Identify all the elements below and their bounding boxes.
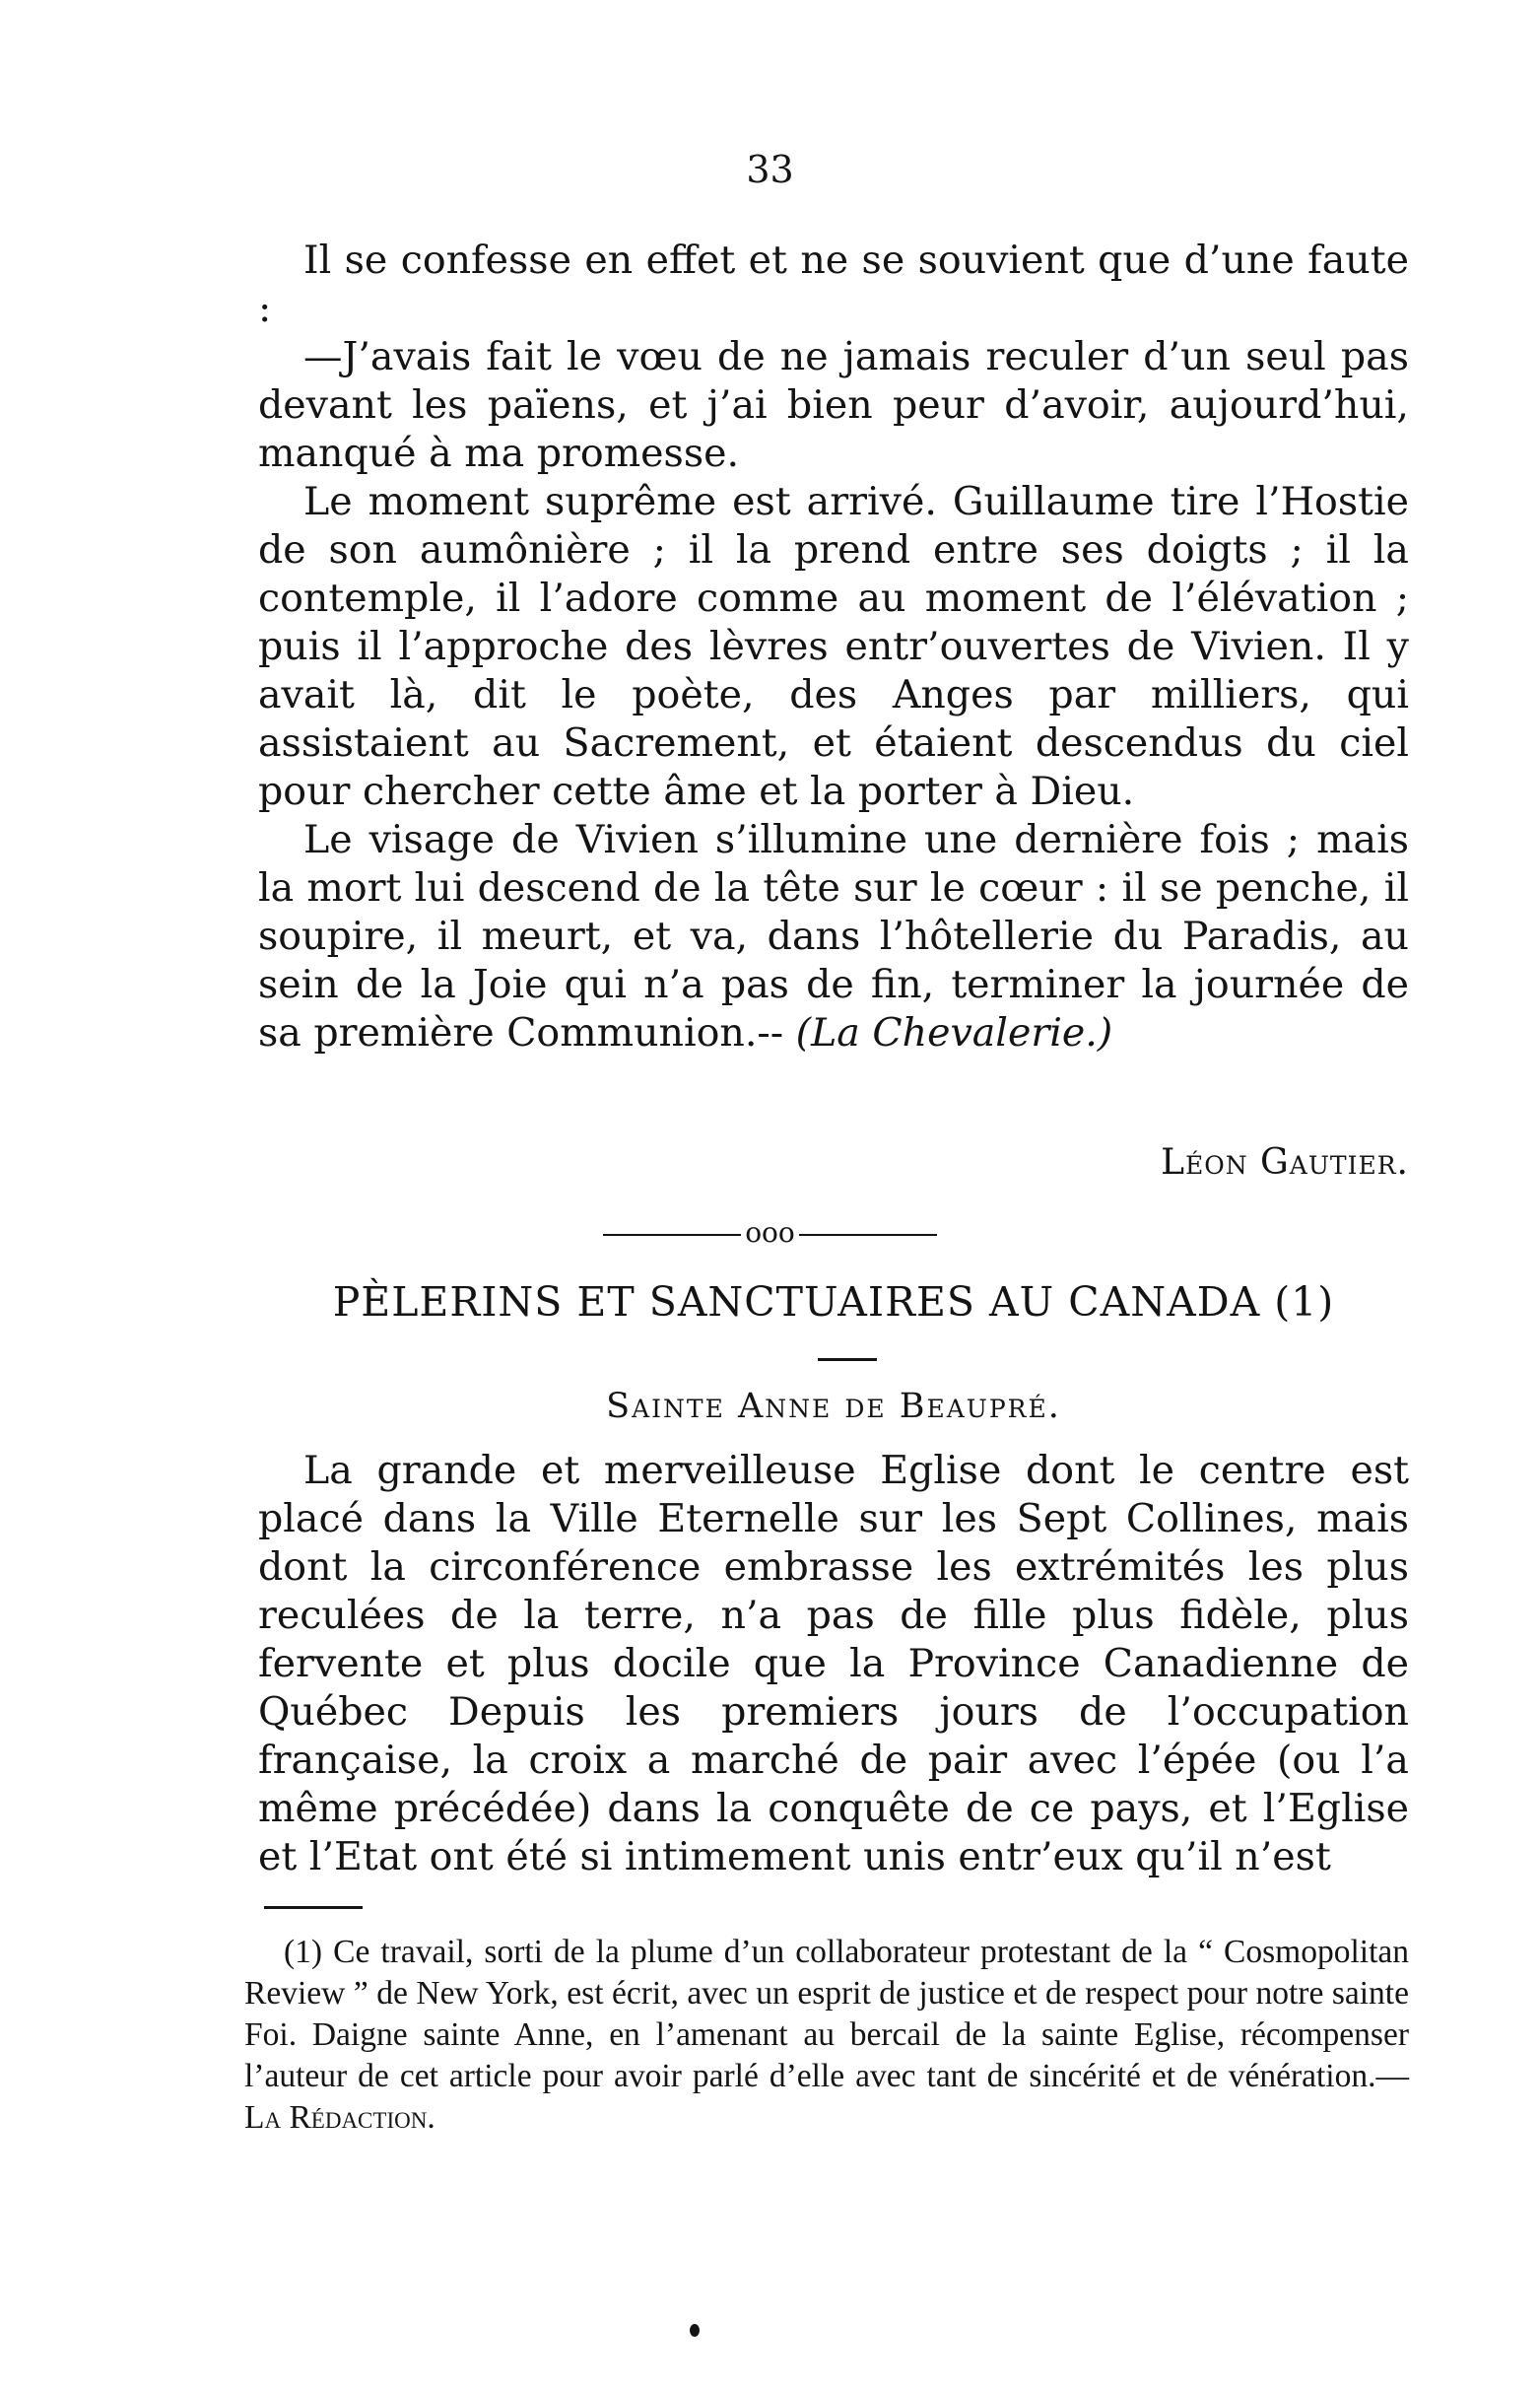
- footnote-text: (1) Ce travail, sorti de la plume d’un collaborateur protestant de la “ Cosmopolitan Review ” de New York, est écrit, avec un esprit de justice et de respect pour notre sainte Foi. Daigne sainte Anne, en l’amenant au bercail de la sainte Eglise, récompenser l’auteur de cet article pour avoir parlé d’elle avec tant de sincérité et de vénération.—: [244, 1934, 1409, 2094]
- section-title: PÈLERINS ET SANCTUAIRES AU CANADA (1): [332, 1278, 1335, 1326]
- print-mark: [690, 2324, 700, 2337]
- paragraph: Il se confesse en effet et ne se souvient que d’une faute :: [258, 238, 1409, 331]
- footnote: [244, 1932, 1409, 2139]
- separator-rule: [799, 1234, 937, 1236]
- section-separator: [0, 1217, 1540, 1249]
- page-number: 33: [746, 148, 794, 191]
- footnote-rule: [264, 1906, 363, 1909]
- paragraph: [258, 816, 1409, 1058]
- section-body: [258, 1447, 1409, 1881]
- source-title: (La Chevalerie.): [795, 1010, 1113, 1056]
- paragraph: La grande et merveilleuse Eglise dont le centre est placé dans la Ville Eternelle sur les Sept Collines, mais dont la circonférence embrasse les extrémités les plus reculées de la terre, n’a pas de fille plus fidèle, plus fervente et plus docile que la Province Canadienne de Québec Depuis les premiers jours de l’occupation française, la croix a marché de pair avec l’épée (ou l’a même précédée) dans la conquête de ce pays, et l’Eglise et l’Etat ont été si intimement unis entr’eux qu’il n’est: [258, 1448, 1409, 1879]
- separator-rule: [603, 1234, 741, 1236]
- section-subtitle: Sainte Anne de Beaupré.: [606, 1387, 1061, 1426]
- paragraph-text: Le visage de Vivien s’illumine une dernière fois ; mais la mort lui descend de la tête sur le cœur : il se penche, il soupire, il meurt, et va, dans l’hôtellerie du Paradis, au sein de la Joie qui n’a pas de fin, terminer la journée de sa première Communion.--: [258, 817, 1409, 1056]
- author-signature: Léon Gautier.: [1161, 1142, 1409, 1183]
- paragraph: Le moment suprême est arrivé. Guillaume tire l’Hostie de son aumônière ; il la prend entre ses doigts ; il la contemple, il l’adore comme au moment de l’élévation ; puis il l’approche des lèvres entr’ouvertes de Vivien. Il y avait là, dit le poète, des Anges par milliers, qui assistaient au Sacrement, et étaient descendus du ciel pour chercher cette âme et la porter à Dieu.: [258, 479, 1409, 814]
- title-rule: [818, 1358, 877, 1361]
- footnote-paragraph: [244, 1932, 1409, 2139]
- vivien-passage: [258, 237, 1409, 1058]
- separator-mark: ooo: [745, 1216, 795, 1249]
- footnote-signature: La Rédaction.: [244, 2099, 435, 2136]
- paragraph: —J’avais fait le vœu de ne jamais reculer d’un seul pas devant les païens, et j’ai bien peur d’avoir, aujourd’hui, manqué à ma promesse.: [258, 334, 1409, 476]
